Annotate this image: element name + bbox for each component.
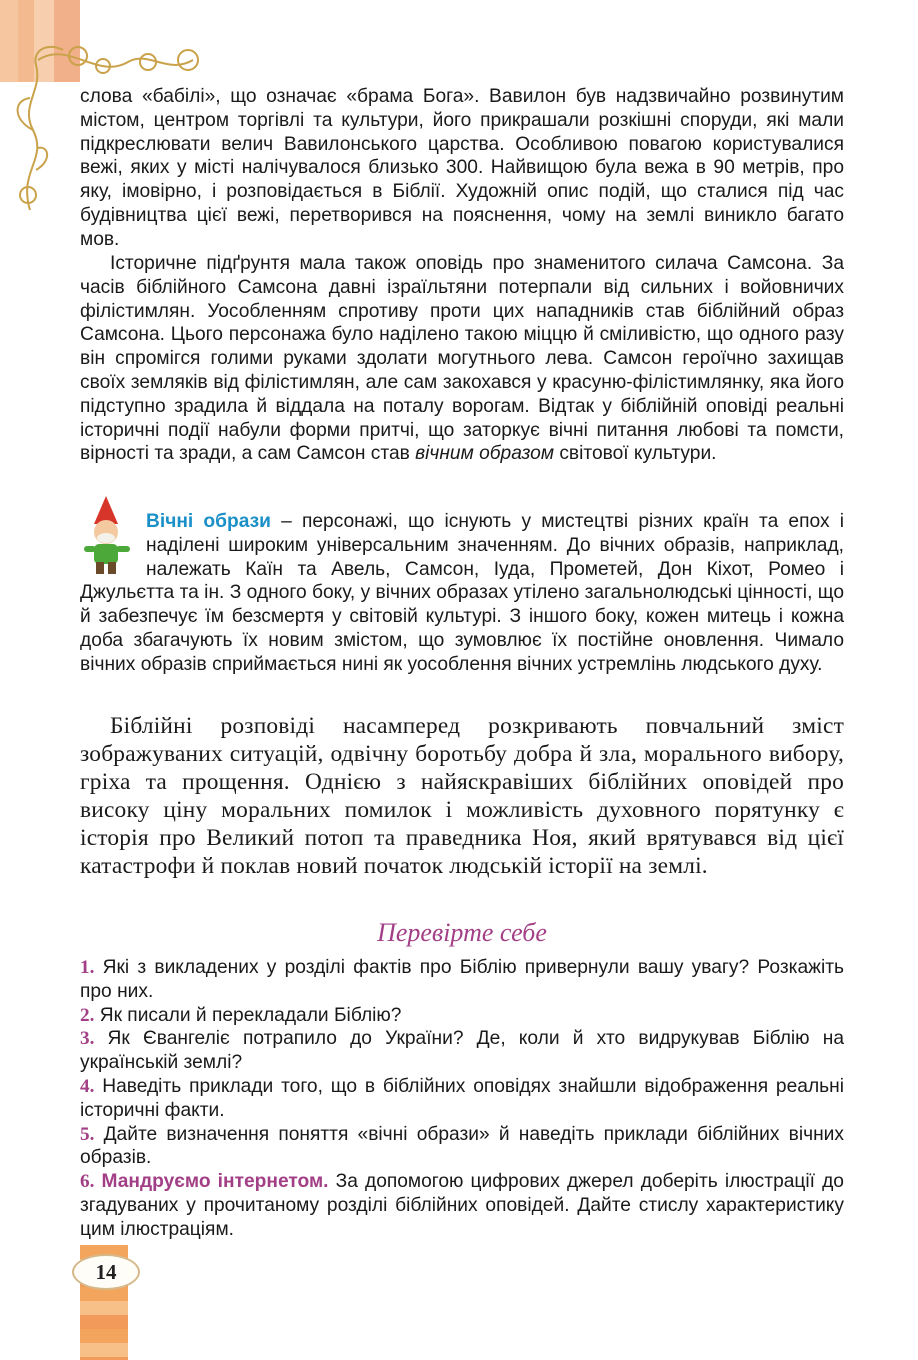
page-number: 14 [72, 1254, 140, 1290]
paragraph-bible-stories: Біблійні розповіді насамперед розкривають повчальний зміст зображуваних ситуацій, одвічну боротьбу добра й зла, морального вибору, гріха та прощення. Однією з найяскравіших біблійних оповідей про високу ціну моральних помилок і можливість духовного порятунку є історія про Великий потоп та праведника Ноя, який врятувався від цієї катастрофи й поклав новий початок людській історії на землі. [80, 713, 844, 879]
question-2: 2. Як писали й перекладали Біблію? [80, 1004, 402, 1026]
question-6: 6. Мандруємо інтернетом. За допомогою цифрових джерел доберіть ілюстрації до згадуваних у прочитаному розділі біблійних оповідей. Дайте стислу характеристику цим ілюстраціям. [80, 1171, 844, 1240]
question-5: 5. Дайте визначення поняття «вічні образи» й наведіть приклади біблійних вічних образів. [80, 1123, 844, 1169]
question-3: 3. Як Євангеліє потрапило до України? Де, коли й хто видрукував Біблію на українській землі? [80, 1028, 844, 1074]
question-1: 1. Які з викладених у розділі фактів про Біблію привернули вашу увагу? Розкажіть про них. [80, 957, 844, 1002]
check-yourself-heading: Перевірте себе [377, 918, 547, 947]
question-4: 4. Наведіть приклади того, що в біблійних оповідях знайшли відображення реальні історичні факти. [80, 1075, 844, 1121]
paragraph-babylon: слова «бабілі», що означає «брама Бога». Вавилон був надзвичайно розвинутим містом, центром торгівлі та культури, його прикрашали розкішні споруди, які мали підкреслювати велич Вавилонського царства. Особливою повагою користувалися вежі, яких у місті налічувалося близько 300. Найвищою була вежа в 90 метрів, про яку, імовірно, і розповідається в Біблії. Художній опис подій, що сталися під час будівництва цієї вежі, перетворився на пояснення, чому на землі виникло багато мов. [80, 86, 844, 250]
eternal-image-italic: вічним образом [415, 443, 554, 465]
questions-list [80, 956, 844, 1242]
definition-block: Вічні образи – персонажі, що існують у мистецтві різних країн та епох і наділені широким універсальним значенням. До вічних образів, наприклад, належать Каїн та Авель, Самсон, Іуда, Прометей, Дон Кіхот, Ромео і Джульєтта та ін. З одного боку, у вічних образах утілено загальнолюдські цінності, що й забезпечує їм безсмертя у світовій культурі. З іншого боку, кожен митець і кожна доба збагачують їх новим змістом, що зумовлює їх постійне оновлення. Чимало вічних образів сприймається нині як уособлення вічних устремлінь людського духу. [80, 511, 844, 675]
definition-term: Вічні образи [146, 511, 271, 532]
paragraph-samson: Історичне підґрунтя мала також оповідь про знаменитого силача Самсона. За часів біблійного Самсона давні ізраїльтяни потерпали від сильних і войовничих філістимлян. Уособленням спротиву проти цих нападників став біблійний образ Самсона. Цього персонажа було наділено такою міццю й сміливістю, що одного разу він спромігся голими руками здолати могутнього лева. Самсон героїчно захищав своїх земляків від філістимлян, але сам закохався у красуню-філістимлянку, яка його підступно зрадила й віддала на поталу ворогам. Відтак у біблійній оповіді реальні історичні події набули форми притчі, що заторкує вічні питання любові та помсти, вірності та зради, а сам Самсон став вічним образом світової культури. [80, 253, 844, 465]
